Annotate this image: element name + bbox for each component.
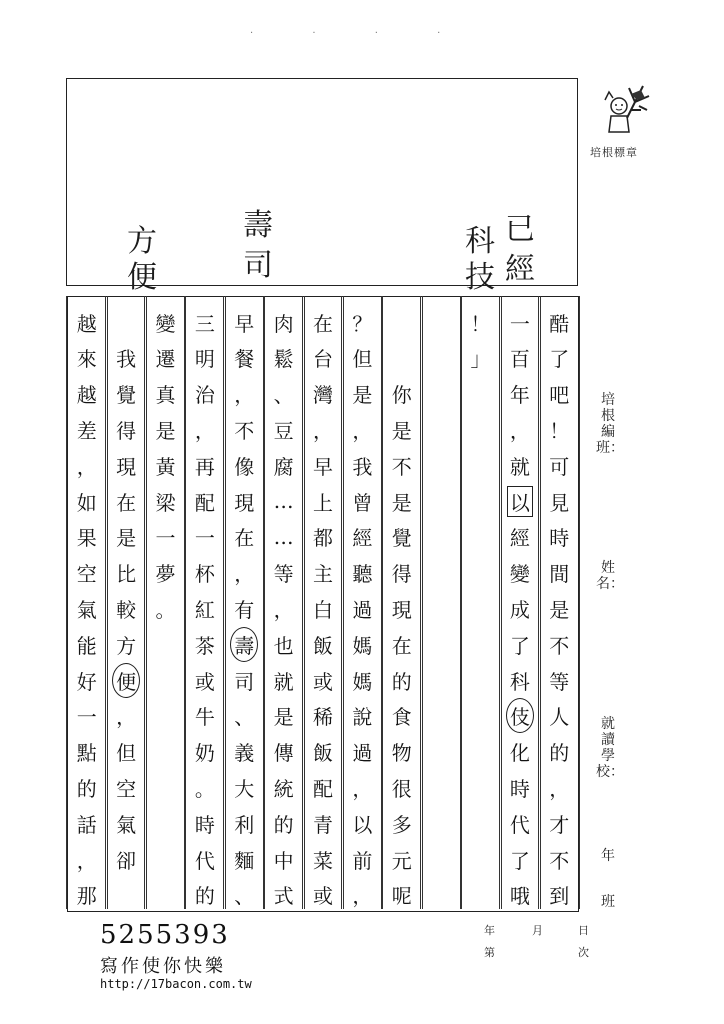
grid-cell: 現 [391, 597, 412, 622]
grid-cell: 鬆 [273, 347, 294, 372]
grid-cell [106, 873, 146, 917]
grid-cell: 代 [194, 848, 215, 873]
grid-column [263, 296, 305, 909]
grid-column [538, 296, 580, 909]
grid-cell: 配 [313, 776, 333, 801]
grid-cell: 黃 [155, 454, 176, 479]
grid-cell: 得 [116, 418, 137, 443]
grid-cell: 明 [194, 347, 215, 372]
correction-char: 壽 [243, 208, 273, 243]
grid-cell: 卻 [116, 848, 137, 873]
correction-char: 經 [505, 252, 535, 287]
grid-cell: 你 [391, 383, 412, 408]
grid-cell: 一 [194, 526, 215, 551]
grid-cell: 覺 [116, 383, 137, 408]
grid-cell: 人 [549, 705, 570, 730]
grid-cell: 三 [194, 311, 215, 336]
grid-cell: 飯 [313, 633, 333, 658]
grid-cell: 司 [234, 669, 255, 694]
grid-column [420, 296, 462, 909]
footer-url[interactable]: http://17bacon.com.tw [100, 977, 252, 991]
grid-cell: 傳 [273, 741, 294, 766]
date-year: 年 [484, 924, 495, 937]
label-class: 培根編班： [596, 392, 624, 456]
grid-cell: 。 [155, 597, 176, 622]
grid-cell: 豆 [273, 418, 294, 443]
grid-cell: 到 [549, 884, 570, 909]
grid-cell: 台 [313, 347, 333, 372]
grid-cell: 哦 [509, 884, 530, 909]
grid-cell: 點 [76, 741, 97, 766]
grid-cell: 就 [273, 669, 294, 694]
grid-cell: 、 [234, 884, 255, 909]
grid-cell: 差 [76, 418, 97, 443]
grid-cell: 經 [509, 526, 530, 551]
grid-column [184, 296, 226, 909]
grid-cell: 等 [273, 562, 294, 587]
grid-cell: 食 [391, 705, 412, 730]
correction-char: 技 [465, 260, 495, 295]
grid-cell: 氣 [116, 812, 137, 837]
grid-cell: 見 [549, 490, 570, 515]
grid-cell: ， [273, 597, 294, 622]
grid-cell: 多 [391, 812, 412, 837]
grid-cell: 過 [352, 741, 373, 766]
grid-cell: 等 [549, 669, 570, 694]
grid-cell: ！ [470, 311, 491, 336]
grid-cell: 遷 [155, 347, 176, 372]
grid-cell: 餐 [234, 347, 255, 372]
grid-cell: 前 [352, 848, 373, 873]
grid-cell: 較 [116, 597, 137, 622]
grid-cell: 梁 [155, 490, 176, 515]
grid-cell: 、 [234, 705, 255, 730]
grid-cell: 、 [273, 383, 294, 408]
grid-cell: ， [116, 705, 137, 730]
grid-cell: 聽 [352, 562, 373, 587]
grid-column [66, 296, 108, 909]
grid-cell: 上 [313, 490, 333, 515]
grid-cell: ， [194, 418, 215, 443]
grid-cell: 青 [313, 812, 333, 837]
grid-cell: 牛 [194, 705, 215, 730]
grid-cell: 中 [273, 848, 294, 873]
grid-cell: … [273, 489, 294, 513]
grid-cell: ， [313, 418, 333, 443]
grid-cell: 或 [194, 669, 215, 694]
grid-cell: 來 [76, 347, 97, 372]
bacon-mascot-icon [595, 80, 655, 140]
grid-cell: 都 [313, 526, 333, 551]
grid-cell: 氣 [76, 597, 97, 622]
grid-cell: 一 [509, 311, 530, 336]
grid-cell: 是 [391, 418, 412, 443]
footer-phone-number: 5255393 [100, 920, 230, 950]
grid-cell: 是 [352, 383, 373, 408]
grid-cell: ， [76, 454, 97, 479]
grid-cell: 在 [234, 526, 255, 551]
grid-cell: 麵 [234, 848, 255, 873]
grid-cell: 間 [549, 562, 570, 587]
grid-cell: 配 [194, 490, 215, 515]
grid-cell: 早 [234, 311, 255, 336]
grid-cell: 式 [273, 884, 294, 909]
grid-cell: ， [76, 848, 97, 873]
grid-cell: 就 [509, 454, 530, 479]
grid-cell: 才 [549, 812, 570, 837]
grid-column [105, 296, 147, 909]
grid-column [499, 296, 541, 909]
grid-cell: 空 [76, 562, 97, 587]
grid-cell: 治 [194, 383, 215, 408]
grid-column [223, 296, 265, 909]
grid-cell: … [273, 524, 294, 549]
grid-cell: 現 [234, 490, 255, 515]
grid-cell: 茶 [194, 633, 215, 658]
grid-cell: 是 [549, 597, 570, 622]
grid-cell: 杯 [194, 562, 215, 587]
grid-cell: ， [352, 884, 373, 909]
grid-cell: 了 [509, 633, 530, 658]
grid-cell: 覺 [391, 526, 412, 551]
grid-cell: ， [509, 418, 530, 443]
grid-cell: 主 [313, 562, 333, 587]
correction-char: 便 [127, 260, 157, 295]
grid-cell: 的 [391, 669, 412, 694]
grid-cell: 過 [352, 597, 373, 622]
grid-cell: 的 [273, 812, 294, 837]
grid-cell: 是 [155, 418, 176, 443]
grid-cell: 變 [155, 311, 176, 336]
grid-cell: 不 [391, 454, 412, 479]
grid-cell [461, 873, 501, 917]
grid-cell: 吧 [549, 383, 570, 408]
grid-cell: 再 [194, 454, 215, 479]
grid-cell: 或 [313, 884, 333, 909]
grid-cell: 我 [352, 454, 373, 479]
correction-char: 司 [243, 248, 273, 283]
grid-cell: 科 [509, 669, 530, 694]
grid-cell: ？ [352, 311, 373, 336]
grid-cell: 能 [76, 633, 97, 658]
mascot-caption: 培根標章 [590, 146, 638, 159]
grid-cell: 話 [76, 812, 97, 837]
grid-cell: 義 [234, 741, 255, 766]
grid-cell: 肉 [273, 311, 294, 336]
grid-cell: 不 [549, 848, 570, 873]
grid-cell: 的 [194, 884, 215, 909]
grid-column [302, 296, 344, 909]
grid-cell: 稀 [313, 705, 333, 730]
grid-cell: 越 [76, 383, 97, 408]
grid-cell: 時 [549, 526, 570, 551]
grid-cell: 以 [500, 479, 540, 523]
grid-cell: 壽 [224, 622, 264, 666]
grid-cell: 夢 [155, 562, 176, 587]
grid-cell: 在 [391, 633, 412, 658]
times-label: 次 [578, 946, 589, 959]
grid-cell: 很 [391, 776, 412, 801]
grid-cell: 在 [116, 490, 137, 515]
grid-cell: 是 [116, 526, 137, 551]
grid-cell: 方 [116, 633, 137, 658]
grid-cell: 菜 [313, 848, 333, 873]
grid-cell: 可 [549, 454, 570, 479]
correction-char: 方 [127, 224, 157, 259]
grid-cell: 早 [313, 454, 333, 479]
grid-cell: ， [234, 562, 255, 587]
grid-cell: ！ [549, 418, 570, 443]
grid-cell: ， [352, 776, 373, 801]
label-class-word: 班 [601, 894, 615, 910]
grid-cell: 統 [273, 776, 294, 801]
grid-cell: 一 [76, 705, 97, 730]
footer-slogan: 寫作使你快樂 [100, 956, 226, 977]
grid-cell: 了 [509, 848, 530, 873]
grid-cell: 不 [549, 633, 570, 658]
grid-cell: 媽 [352, 633, 373, 658]
grid-cell: 飯 [313, 741, 333, 766]
grid-cell: 百 [509, 347, 530, 372]
ordinal-label: 第 [484, 946, 495, 959]
grid-cell: 真 [155, 383, 176, 408]
grid-cell: 越 [76, 311, 97, 336]
grid-cell: 元 [391, 848, 412, 873]
grid-cell: 說 [352, 705, 373, 730]
grid-cell: 灣 [313, 383, 333, 408]
grid-cell [145, 873, 185, 917]
grid-cell: 經 [352, 526, 373, 551]
grid-cell: 伎 [500, 694, 540, 738]
grid-cell: 以 [352, 812, 373, 837]
grid-cell: 」 [470, 347, 491, 372]
grid-cell: 有 [234, 597, 255, 622]
grid-cell: ， [549, 776, 570, 801]
grid-cell: 也 [273, 633, 294, 658]
grid-cell: 便 [106, 658, 146, 702]
grid-cell: 但 [116, 741, 137, 766]
grid-cell: 空 [116, 776, 137, 801]
grid-cell: 媽 [352, 669, 373, 694]
label-school: 就讀學校： [596, 716, 624, 780]
grid-cell: 物 [391, 741, 412, 766]
grid-cell: 或 [313, 669, 333, 694]
grid-cell: 白 [313, 597, 333, 622]
grid-cell: 大 [234, 776, 255, 801]
grid-cell: 時 [194, 812, 215, 837]
grid-cell: 是 [273, 705, 294, 730]
grid-cell: 腐 [273, 454, 294, 479]
grid-cell: 但 [352, 347, 373, 372]
grid-cell: 年 [509, 383, 530, 408]
grid-cell: 呢 [391, 884, 412, 909]
correction-char: 科 [465, 224, 495, 259]
grid-cell: 比 [116, 562, 137, 587]
grid-cell: 的 [549, 741, 570, 766]
grid-column [341, 296, 383, 909]
grid-cell: 一 [155, 526, 176, 551]
grid-cell: 不 [234, 418, 255, 443]
grid-column [144, 296, 186, 909]
grid-column [460, 296, 502, 909]
top-dots: · · · · [250, 28, 469, 39]
grid-cell: 我 [116, 347, 137, 372]
grid-cell: 酷 [549, 311, 570, 336]
grid-cell: 紅 [194, 597, 215, 622]
grid-cell: 成 [509, 597, 530, 622]
date-day: 日 [578, 924, 589, 937]
grid-cell: 化 [509, 741, 530, 766]
date-month: 月 [532, 924, 543, 937]
grid-column [381, 296, 423, 909]
grid-cell: 變 [509, 562, 530, 587]
grid-cell: 。 [194, 776, 215, 801]
grid-cell: 得 [391, 562, 412, 587]
grid-cell: 利 [234, 812, 255, 837]
grid-cell: 像 [234, 454, 255, 479]
grid-cell: 如 [76, 490, 97, 515]
grid-cell [421, 873, 461, 917]
grid-cell: 了 [549, 347, 570, 372]
grid-cell: 好 [76, 669, 97, 694]
grid-cell: 代 [509, 812, 530, 837]
grid-cell: 的 [76, 776, 97, 801]
grid-cell: 時 [509, 776, 530, 801]
grid-cell: ， [234, 383, 255, 408]
correction-char: 已 [505, 212, 535, 247]
grid-cell: ， [352, 418, 373, 443]
grid-cell: 現 [116, 454, 137, 479]
grid-cell: 那 [76, 884, 97, 909]
grid-cell: 奶 [194, 741, 215, 766]
grid-cell: 是 [391, 490, 412, 515]
grid-cell: 曾 [352, 490, 373, 515]
grid-cell: 在 [313, 311, 333, 336]
label-name: 姓名： [596, 560, 624, 592]
grid-cell: 果 [76, 526, 97, 551]
label-grade: 年 [601, 848, 615, 864]
